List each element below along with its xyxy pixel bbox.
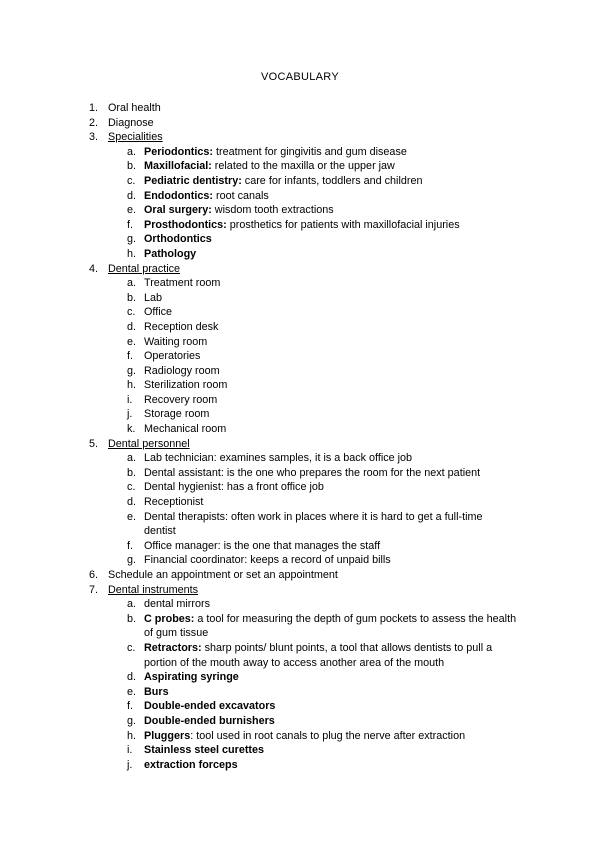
sub-list-text [144,407,209,422]
sub-list-item [0,451,600,466]
list-item-label: Dental instruments [108,583,199,596]
definition: treatment for gingivitis and gum disease [213,145,407,158]
term: Prosthodontics: [144,218,227,231]
sub-list-marker: h. [127,729,137,742]
sub-list-marker: i. [127,393,133,406]
definition: Dental therapists: often work in places where it is hard to get a full-time [144,510,483,523]
definition: Mechanical room [144,423,227,436]
term: Periodontics: [144,145,213,158]
sub-list-text [144,378,227,393]
sub-list-text [144,232,212,247]
term: Orthodontics [144,233,212,246]
list-item-label: Specialities [108,131,163,144]
page-title: VOCABULARY [261,71,339,83]
sub-list-marker: e. [127,335,137,348]
sub-list-text [144,699,275,714]
sub-list-text [144,291,162,306]
term: Maxillofacial: [144,160,212,173]
sub-list-item [0,670,600,685]
sub-list-item [0,407,600,422]
definition: Radiology room [144,364,220,377]
sub-list-marker: j. [127,758,133,771]
sub-list-text [144,685,169,700]
sub-list-marker: f. [127,350,133,363]
sub-list-marker: b. [127,160,137,173]
sub-list-text [144,218,460,233]
definition: dental mirrors [144,598,210,611]
list-item [0,262,600,277]
definition: Storage room [144,408,210,421]
sub-list-item [0,729,600,744]
sub-list-item [0,203,600,218]
list-item-label: Dental personnel [108,437,190,450]
definition: Reception desk [144,320,219,333]
sub-list-text [144,364,220,379]
list-number: 4. [89,262,99,275]
definition: Recovery room [144,393,218,406]
sub-list-text [144,393,217,408]
sub-list-text [144,203,334,218]
definition: Lab [144,291,163,304]
definition: a tool for measuring the depth of gum pockets to assess the health [194,612,517,625]
sub-list-item [0,495,600,510]
continuation-line [0,626,600,641]
sub-list-item [0,335,600,350]
list-number: 3. [89,131,99,144]
term: Retractors: [144,641,202,654]
sub-list-item [0,466,600,481]
sub-list-item [0,232,600,247]
sub-list-item [0,699,600,714]
sub-list-text [144,714,275,729]
term: Stainless steel curettes [144,744,265,757]
sub-list-marker: f. [127,218,133,231]
sub-list-marker: b. [127,466,137,479]
sub-list-item [0,553,600,568]
sub-list-text [144,641,492,656]
sub-list-marker: e. [127,510,137,523]
definition: related to the maxilla or the upper jaw [211,160,395,173]
sub-list-item [0,378,600,393]
list-item [0,101,600,116]
definition: Lab technician: examines samples, it is a back office job [144,452,413,465]
sub-list-marker: d. [127,189,137,202]
sub-list-text [144,451,412,466]
term: Aspirating syringe [144,671,239,684]
sub-list-text [144,305,172,320]
sub-list-item [0,393,600,408]
list-number: 5. [89,437,99,450]
definition: Receptionist [144,496,204,509]
term: extraction forceps [144,758,238,771]
sub-list-marker: e. [127,204,137,217]
term: Pediatric dentistry: [144,174,242,187]
definition: Treatment room [144,277,221,290]
sub-list-item [0,641,600,656]
sub-list-text [144,466,480,481]
definition: Office manager: is the one that manages the staff [144,539,381,552]
sub-list-marker: b. [127,291,137,304]
sub-list-marker: d. [127,671,137,684]
sub-list-text [144,743,264,758]
sub-list-text [144,612,516,627]
sub-list-text [144,553,391,568]
sub-list-item [0,743,600,758]
sub-list-item [0,685,600,700]
list-item-label: Oral health [108,102,161,114]
sub-list-text [144,320,218,335]
term: Oral surgery: [144,204,212,217]
sub-list-marker: c. [127,306,136,319]
list-item [0,130,600,145]
definition: Sterilization room [144,379,228,392]
term: Endodontics: [144,189,213,202]
sub-list-marker: a. [127,277,137,290]
sub-list-text [144,729,465,744]
vocabulary-list [0,101,600,772]
definition: : tool used in root canals to plug the nerve after extraction [190,729,466,742]
definition: wisdom tooth extractions [211,204,334,217]
definition: Financial coordinator: keeps a record of unpaid bills [144,554,391,567]
sub-list-text [144,159,395,174]
sub-list-text [144,145,407,160]
sub-list-marker: k. [127,423,136,436]
sub-list-marker: e. [127,685,137,698]
list-item [0,116,600,131]
sub-list-text [144,349,200,364]
definition: root canals [212,189,269,202]
continuation-line [0,656,600,671]
sub-list-item [0,539,600,554]
sub-list-item [0,291,600,306]
definition: Dental hygienist: has a front office job [144,481,324,494]
definition: Office [144,306,173,319]
sub-list-item [0,218,600,233]
sub-list-item [0,159,600,174]
sub-list-marker: h. [127,247,137,260]
term: C probes: [144,612,195,625]
sub-list-item [0,510,600,525]
term: Burs [144,685,169,698]
sub-list-marker: g. [127,364,137,377]
sub-list-marker: g. [127,554,137,567]
sub-list-text [144,480,324,495]
definition-continued: dentist [144,525,176,538]
sub-list-marker: g. [127,233,137,246]
sub-list-text [144,422,226,437]
definition: Dental assistant: is the one who prepares the room for the next patient [144,466,481,479]
sub-list-marker: c. [127,641,136,654]
sub-list-item [0,145,600,160]
list-item [0,437,600,452]
sub-list-marker: b. [127,612,137,625]
sub-list-item [0,320,600,335]
sub-list-marker: a. [127,452,137,465]
sub-list-marker: f. [127,539,133,552]
term: Pluggers [144,729,191,742]
sub-list-text [144,335,207,350]
sub-list-item [0,714,600,729]
sub-list-text [144,597,210,612]
sub-list-item [0,480,600,495]
sub-list-text [144,758,238,773]
sub-list-marker: a. [127,598,137,611]
sub-list-item [0,247,600,262]
list-number: 2. [89,116,99,129]
sub-list-text [144,510,482,525]
sub-list-text [144,174,422,189]
list-item-label: Diagnose [108,116,154,129]
sub-list-text [144,189,269,204]
list-number: 6. [89,569,99,581]
definition-continued: of gum tissue [144,627,209,640]
sub-list-marker: f. [127,700,133,713]
definition: Waiting room [144,335,208,348]
sub-list-item [0,305,600,320]
sub-list-item [0,612,600,627]
sub-list-marker: g. [127,714,137,727]
sub-list-text [144,670,239,685]
sub-list-marker: c. [127,481,136,494]
sub-list-marker: d. [127,320,137,333]
definition: Operatories [144,350,201,363]
sub-list-item [0,364,600,379]
list-item-label: Dental practice [108,262,181,275]
sub-list-item [0,422,600,437]
sub-list-marker: j. [127,408,133,421]
list-item-label: Schedule an appointment or set an appointment [108,569,338,581]
sub-list-item [0,189,600,204]
sub-list-marker: i. [127,744,133,757]
list-number: 7. [89,583,99,596]
continuation-line [0,524,600,539]
sub-list-marker: a. [127,145,137,158]
definition: prosthetics for patients with maxillofacial injuries [226,218,460,231]
definition: care for infants, toddlers and children [241,174,423,187]
sub-list-marker: h. [127,379,137,392]
sub-list-text [144,495,203,510]
sub-list-marker: c. [127,174,136,187]
term: Double-ended burnishers [144,714,275,727]
term: Double-ended excavators [144,700,276,713]
sub-list-item [0,758,600,773]
sub-list-marker: d. [127,496,137,509]
list-item [0,583,600,598]
definition: sharp points/ blunt points, a tool that allows dentists to pull a [201,641,493,654]
sub-list-item [0,276,600,291]
sub-list-item [0,174,600,189]
term: Pathology [144,247,197,260]
sub-list-text [144,539,380,554]
list-number: 1. [89,102,99,114]
sub-list-text [144,276,220,291]
sub-list-item [0,349,600,364]
list-item [0,568,600,583]
definition-continued: portion of the mouth away to access another area of the mouth [144,656,445,669]
sub-list-text [144,247,196,262]
sub-list-item [0,597,600,612]
